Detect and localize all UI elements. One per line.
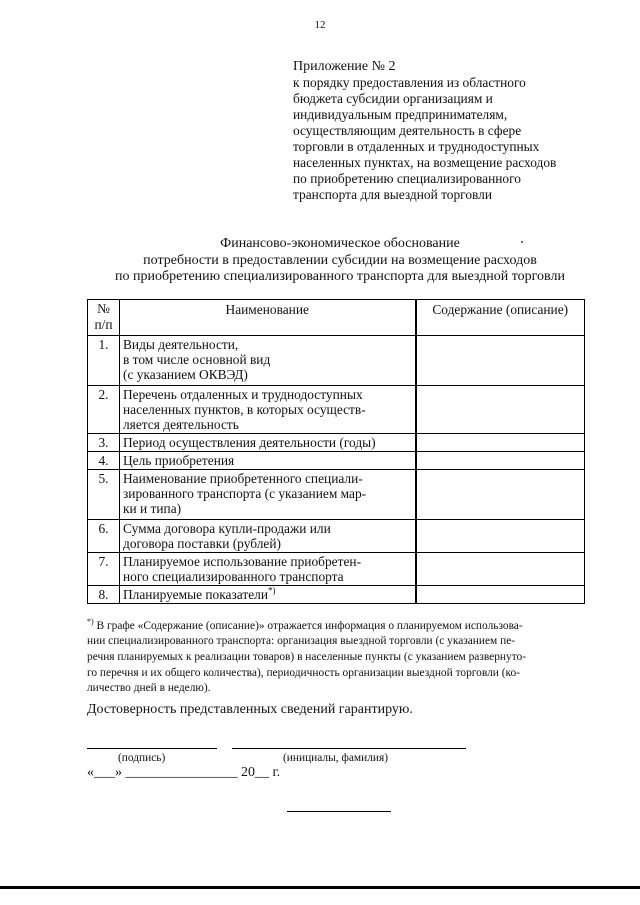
row-name-line (123, 587, 412, 602)
row-num: 5. (88, 470, 120, 520)
row-name-line: ки и типа) (123, 501, 182, 516)
row-name-line: в том числе основной вид (123, 352, 271, 367)
appendix-line: осуществляющим деятельность в сфере (293, 123, 522, 138)
table-row (88, 434, 585, 452)
footnote-line (87, 614, 587, 634)
table-row (88, 386, 585, 434)
table-row (88, 520, 585, 553)
appendix-header (293, 59, 623, 203)
row-name (120, 452, 416, 470)
document-title-line: по приобретению специализированного транспорта для выездной торговли (115, 269, 565, 284)
row-content-cell[interactable] (416, 520, 585, 553)
table-row (88, 586, 585, 604)
row-name-line: Перечень отдаленных и труднодоступных (123, 387, 363, 402)
appendix-line: к порядку предоставления из областного (293, 75, 526, 90)
table-row (88, 336, 585, 386)
row-num: 6. (88, 520, 120, 553)
appendix-line: населенных пунктах, на возмещение расходов (293, 155, 557, 170)
row-name-line: зированного транспорта (с указанием мар- (123, 486, 367, 501)
appendix-line: транспорта для выездной торговли (293, 187, 493, 202)
footnote-marker: *) (268, 585, 276, 596)
document-title-line: потребности в предоставлении субсидии на возмещение расходов (143, 252, 537, 268)
header-name: Наименование (120, 300, 416, 336)
row-content-cell[interactable] (416, 586, 585, 604)
row-content-cell[interactable] (416, 434, 585, 452)
row-num: 8. (88, 586, 120, 604)
separator-line (287, 811, 391, 812)
row-name-line: ного специализированного транспорта (123, 569, 344, 584)
row-content-cell[interactable] (416, 553, 585, 586)
row-num: 7. (88, 553, 120, 586)
row-name-line: Планируемое использование приобретен- (123, 554, 362, 569)
row-name (120, 470, 416, 520)
appendix-line: торговли в отдаленных и труднодоступных (293, 139, 540, 154)
row-name-line: Цель приобретения (123, 453, 235, 468)
signature-line[interactable] (87, 748, 217, 749)
row-name-line: Виды деятельности, (123, 337, 239, 352)
footnote-mark: *) (87, 617, 94, 626)
footnote-line: речня планируемых к реализации товаров) в населенные пункты (с указанием развернуто- (87, 650, 527, 663)
table-row (88, 452, 585, 470)
row-name-line: Наименование приобретенного специали- (123, 471, 363, 486)
row-name (120, 520, 416, 553)
row-name (120, 386, 416, 434)
justification-table (87, 299, 585, 604)
row-name (120, 336, 416, 386)
appendix-line: индивидуальным предпринимателям, (293, 107, 508, 122)
row-name (120, 434, 416, 452)
row-name (120, 553, 416, 586)
header-content: Содержание (описание) (416, 300, 585, 336)
guarantee-statement: Достоверность представленных сведений гарантирую. (87, 702, 413, 717)
name-caption: (инициалы, фамилия) (283, 752, 389, 764)
row-content-cell[interactable] (416, 470, 585, 520)
row-name-line: Период осуществления деятельности (годы) (123, 435, 376, 450)
row-num: 2. (88, 386, 120, 434)
document-title-line: Финансово-экономическое обоснование (220, 236, 460, 251)
bottom-edge-bar (0, 886, 640, 889)
document-title (60, 236, 620, 286)
row-content-cell[interactable] (416, 336, 585, 386)
row-num: 1. (88, 336, 120, 386)
row-content-cell[interactable] (416, 452, 585, 470)
row-name-line: населенных пунктов, в которых осуществ- (123, 402, 366, 417)
table-row (88, 470, 585, 520)
row-name-line: договора поставки (рублей) (123, 536, 281, 551)
date-line: «___» ________________ 20__ г. (87, 765, 281, 780)
header-num-line: № (97, 301, 110, 316)
appendix-line: бюджета субсидии организациям и (293, 91, 493, 106)
footnote-line: го перечня и их общего количества), периодичность организации выездной торговли (ко- (87, 666, 520, 679)
table-header-row (88, 300, 585, 336)
footnote-line: личество дней в неделю). (87, 682, 211, 695)
appendix-title: Приложение № 2 (293, 59, 396, 74)
row-name-line: (с указанием ОКВЭД) (123, 367, 248, 382)
header-num-line: п/п (94, 317, 113, 332)
row-num: 3. (88, 434, 120, 452)
table-row (88, 553, 585, 586)
row-name-text: Планируемые показатели (123, 587, 269, 602)
row-name-line: Сумма договора купли-продажи или (123, 521, 331, 536)
row-name-line: ляется деятельность (123, 417, 239, 432)
signature-caption: (подпись) (118, 752, 166, 764)
name-line[interactable] (232, 748, 466, 749)
row-num: 4. (88, 452, 120, 470)
header-num (88, 300, 120, 336)
appendix-line: по приобретению специализированного (293, 171, 521, 186)
footnote-line: нии специализированного транспорта: организация выездной торговли (с указанием пе- (87, 635, 516, 648)
footnote (87, 614, 587, 697)
row-content-cell[interactable] (416, 386, 585, 434)
row-name (120, 586, 416, 604)
footnote-text: В графе «Содержание (описание)» отражается информация о планируемом использова- (93, 619, 523, 632)
page-number: 12 (314, 19, 326, 31)
